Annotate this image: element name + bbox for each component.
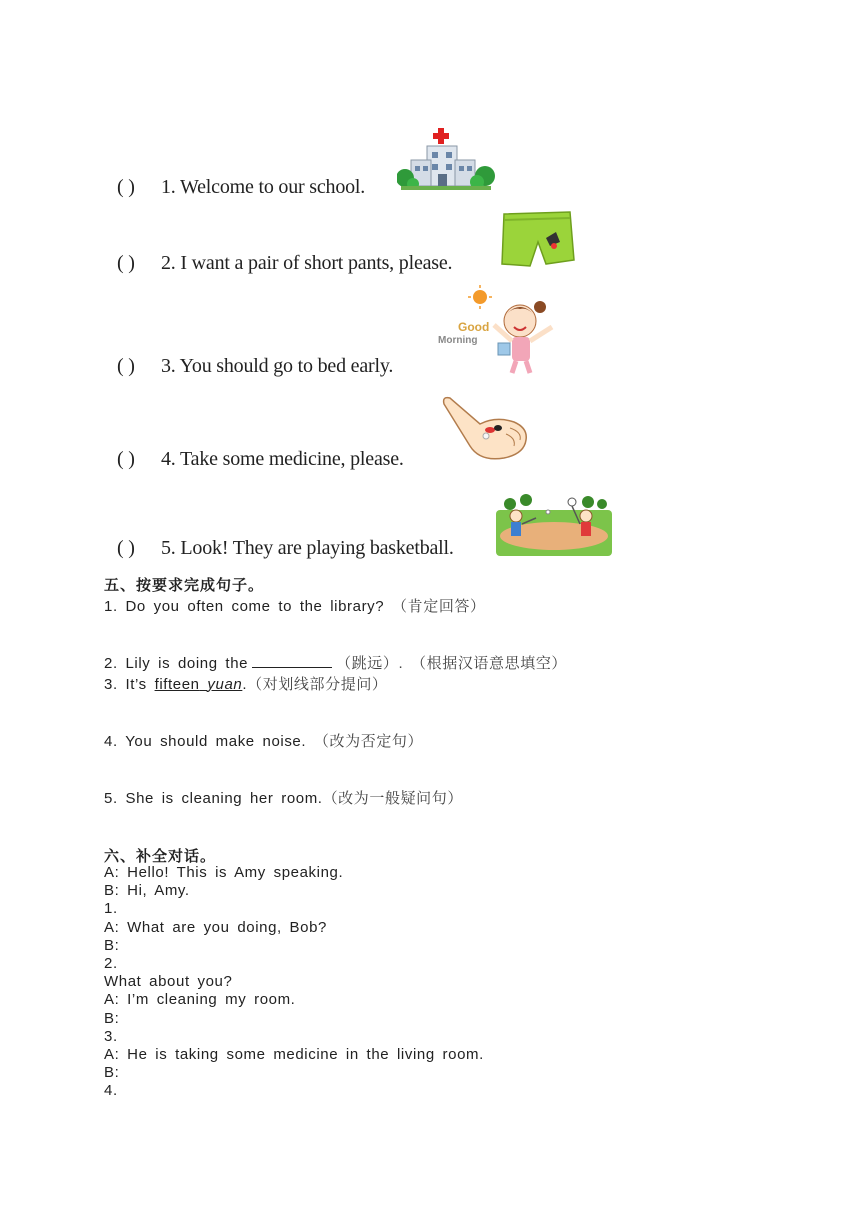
kids-playing-icon <box>496 490 612 556</box>
question-text: 4. Take some medicine, please. <box>161 448 404 470</box>
question-text: 1. Welcome to our school. <box>161 176 366 198</box>
shorts-icon <box>498 208 576 270</box>
dialogue-line: A: I’m cleaning my room. <box>104 991 296 1008</box>
sentence-end: . <box>242 676 248 693</box>
section5-question-3 <box>104 673 388 694</box>
question-text: 4. You should make noise. <box>104 733 307 750</box>
instruction-note: （改为否定句） <box>313 733 424 750</box>
underlined-phrase <box>155 676 243 693</box>
dialogue-line: What about you? <box>104 973 233 990</box>
picture-question-4 <box>117 448 404 471</box>
section5-title: 五、按要求完成句子。 <box>104 577 265 594</box>
instruction-note: （根据汉语意思填空） <box>411 655 568 672</box>
section5-answer-area-3[interactable] <box>104 695 704 725</box>
dialogue-line: B: <box>104 1010 120 1027</box>
morning-text-morning: Morning <box>438 335 478 346</box>
dialogue-blank-1[interactable]: 1. <box>104 900 118 917</box>
section5-question-5 <box>104 787 463 808</box>
fill-blank[interactable] <box>252 655 332 668</box>
section5-question-4 <box>104 730 423 751</box>
picture-question-5 <box>117 537 454 560</box>
section5-question-2 <box>104 652 567 673</box>
instruction-note: （对划线部分提问） <box>247 676 388 693</box>
instruction-note: （肯定回答） <box>392 598 486 615</box>
picture-question-3 <box>117 355 393 378</box>
section6-title: 六、补全对话。 <box>104 848 217 865</box>
dialogue-line: B: <box>104 1064 120 1081</box>
section5-answer-area-4[interactable] <box>104 752 704 782</box>
picture-question-1 <box>117 176 365 199</box>
hospital-icon <box>397 124 495 196</box>
question-text: 3. It’s <box>104 676 147 693</box>
hint-note: （跳远）. <box>336 655 404 672</box>
section5-question-1 <box>104 595 486 616</box>
dialogue-blank-2[interactable]: 2. <box>104 955 118 972</box>
question-text: 2. I want a pair of short pants, please. <box>161 252 453 274</box>
morning-text-good: Good <box>458 320 490 334</box>
good-morning-girl-icon <box>436 285 560 375</box>
section5-answer-area-1[interactable] <box>104 617 704 647</box>
answer-paren[interactable]: ( ) <box>117 355 135 377</box>
dialogue-blank-3[interactable]: 3. <box>104 1028 118 1045</box>
dialogue-line: A: What are you doing, Bob? <box>104 919 327 936</box>
dialogue-blank-4[interactable]: 4. <box>104 1082 118 1099</box>
dialogue-line: B: <box>104 937 120 954</box>
section5-answer-area-5[interactable] <box>104 809 704 839</box>
answer-paren[interactable]: ( ) <box>117 252 135 274</box>
question-text: 3. You should go to bed early. <box>161 355 394 377</box>
answer-paren[interactable]: ( ) <box>117 176 135 198</box>
dialogue-line: A: He is taking some medicine in the living room. <box>104 1046 484 1063</box>
picture-question-2 <box>117 252 452 275</box>
underlined-italic-word: yuan <box>207 676 243 693</box>
question-text: 5. Look! They are playing basketball. <box>161 537 454 559</box>
dialogue-line: B: Hi, Amy. <box>104 882 190 899</box>
answer-paren[interactable]: ( ) <box>117 537 135 559</box>
hand-with-pills-icon <box>440 394 532 468</box>
question-text: 1. Do you often come to the library? <box>104 598 385 615</box>
question-text: 2. Lily is doing the <box>104 655 249 672</box>
question-text: 5. She is cleaning her room. <box>104 790 323 807</box>
answer-paren[interactable]: ( ) <box>117 448 135 470</box>
underlined-word: fifteen <box>154 676 200 693</box>
instruction-note: （改为一般疑问句） <box>322 790 463 807</box>
dialogue-line: A: Hello! This is Amy speaking. <box>104 864 344 881</box>
